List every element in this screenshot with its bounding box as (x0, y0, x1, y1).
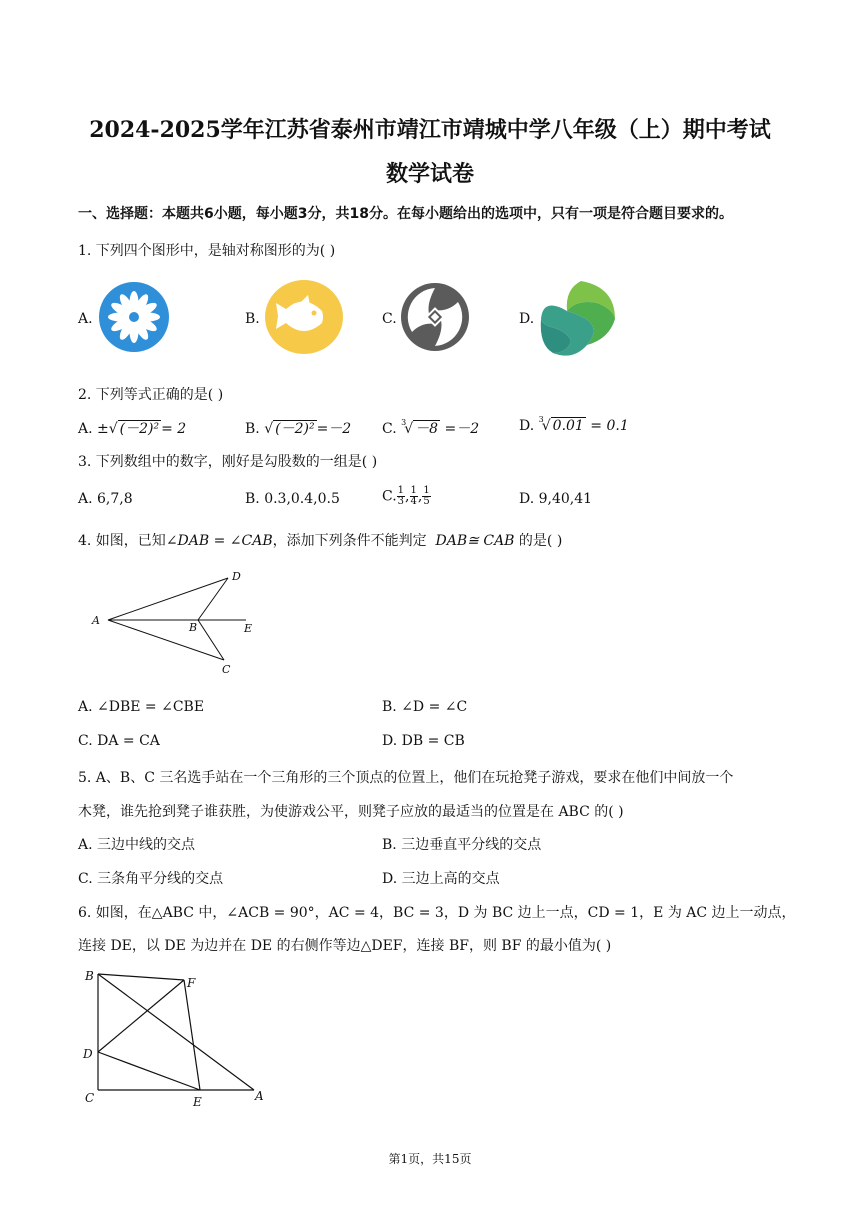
q3-c-label: C. (382, 488, 397, 505)
coin-icon (400, 282, 470, 352)
q2-c-radicand: －8 (415, 421, 439, 437)
section-heading: 一、选择题：本题共6小题，每小题3分，共18分。在每小题给出的选项中，只有一项是符合题目要求的。 (78, 206, 733, 222)
q2-b-label: B. (245, 421, 260, 437)
q2-c-rest: =－2 (440, 421, 480, 437)
q6-stem-line1: 6. 如图，在△ABC 中，∠ACB = 90°，AC = 4，BC = 3，D 为 BC 边上一点，CD = 1，E 为 AC 边上一动点， (78, 905, 796, 921)
q4-label-e: E (244, 622, 253, 635)
q1-option-c-label: C. (382, 311, 397, 327)
q2-a-rest: = 2 (161, 421, 187, 437)
q3-option-c: C. $\frac{1}{3}$ , $\frac{1}{4}$ , $\frac{1}{5}$ (382, 485, 430, 507)
q2-option-b: B. √ (－2)²=－2 (245, 421, 352, 437)
q5-option-b: B. 三边垂直平分线的交点 (382, 837, 542, 853)
q2-option-a: A. ±√ (－2)²= 2 (78, 421, 187, 437)
flower-icon (98, 281, 170, 353)
q2-a-radicand: (－2)² (119, 421, 160, 437)
q4-option-a: A. ∠DBE = ∠CBE (78, 699, 205, 715)
q6-label-d: D (83, 1047, 93, 1061)
exam-title-line1: 2024-2025学年江苏省泰州市靖江市靖城中学八年级（上）期中考试 (89, 117, 771, 143)
q4-stem-congruence: DAB≅ CAB (435, 533, 515, 549)
q3-option-a: A. 6,7,8 (78, 491, 133, 507)
q6-figure (80, 964, 270, 1108)
exam-title-line2: 数学试卷 (385, 161, 474, 187)
q4-label-d: D (232, 570, 241, 583)
q1-stem: 1. 下列四个图形中，是轴对称图形的为( ) (78, 243, 336, 259)
q6-label-e: E (193, 1095, 202, 1108)
q2-b-rest: =－2 (316, 421, 352, 437)
q5-option-d: D. 三边上高的交点 (382, 871, 500, 887)
q2-d-rest: = 0.1 (585, 418, 629, 434)
q2-d-label: D. (519, 418, 535, 434)
q6-label-a: A (255, 1089, 264, 1103)
q3-option-d: D. 9,40,41 (519, 491, 593, 507)
fraction-one-fifth: $\frac{1}{5}$ (423, 485, 430, 507)
q2-option-c: C. $^3$√ －8 =－2 (382, 418, 480, 437)
q2-a-label: A. ± (78, 421, 109, 437)
q5-option-a: A. 三边中线的交点 (78, 837, 196, 853)
q4-stem-suffix: 的是( ) (518, 533, 563, 549)
q4-label-b: B (189, 621, 198, 634)
q6-label-b: B (85, 969, 94, 983)
q5-option-c: C. 三条角平分线的交点 (78, 871, 224, 887)
q6-label-f: F (187, 976, 196, 990)
q4-option-c: C. DA = CA (78, 733, 160, 749)
leaf-logo-icon (537, 279, 617, 361)
q2-option-d: D. $^3$√ 0.01 = 0.1 (519, 415, 629, 434)
q1-option-b-label: B. (245, 311, 260, 327)
q6-label-c: C (85, 1091, 95, 1105)
q5-stem-line2: 木凳，谁先抢到凳子谁获胜，为使游戏公平，则凳子应放的最适当的位置是在 ABC 的( ) (78, 804, 624, 820)
q2-stem: 2. 下列等式正确的是( ) (78, 387, 224, 403)
q4-figure (86, 566, 266, 678)
page-footer: 第1页，共15页 (388, 1152, 472, 1166)
fraction-one-fourth: $\frac{1}{4}$ (410, 485, 417, 507)
fraction-one-third: $\frac{1}{3}$ (397, 485, 405, 507)
q5-stem-line1: 5. A、B、C 三名选手站在一个三角形的三个顶点的位置上，他们在玩抢凳子游戏，要求在他们中间放一个 (78, 770, 734, 786)
q4-option-d: D. DB = CB (382, 733, 465, 749)
q2-b-radicand: (－2)² (275, 421, 315, 437)
fish-icon (264, 279, 344, 355)
q6-stem-line2: 连接 DE，以 DE 为边并在 DE 的右侧作等边△DEF，连接 BF，则 BF 的最小值为( ) (78, 938, 612, 954)
q1-option-a-label: A. (78, 311, 93, 327)
q2-d-radicand: 0.01 (552, 418, 584, 434)
q4-stem (78, 530, 562, 550)
q2-c-label: C. (382, 421, 397, 437)
q4-label-a: A (92, 614, 100, 627)
q4-stem-mid: ，添加下列条件不能判定 (272, 533, 427, 549)
q4-stem-prefix: 4. 如图，已知 (78, 533, 166, 549)
q4-stem-math: ∠DAB = ∠CAB (165, 533, 273, 549)
q3-stem: 3. 下列数组中的数字，刚好是勾股数的一组是( ) (78, 454, 378, 470)
q4-label-c: C (222, 663, 231, 676)
q1-option-d-label: D. (519, 311, 535, 327)
q4-option-b: B. ∠D = ∠C (382, 699, 468, 715)
q3-option-b: B. 0.3,0.4,0.5 (245, 491, 340, 507)
q2-c-index: 3 (401, 418, 407, 427)
q2-d-index: 3 (538, 415, 544, 424)
